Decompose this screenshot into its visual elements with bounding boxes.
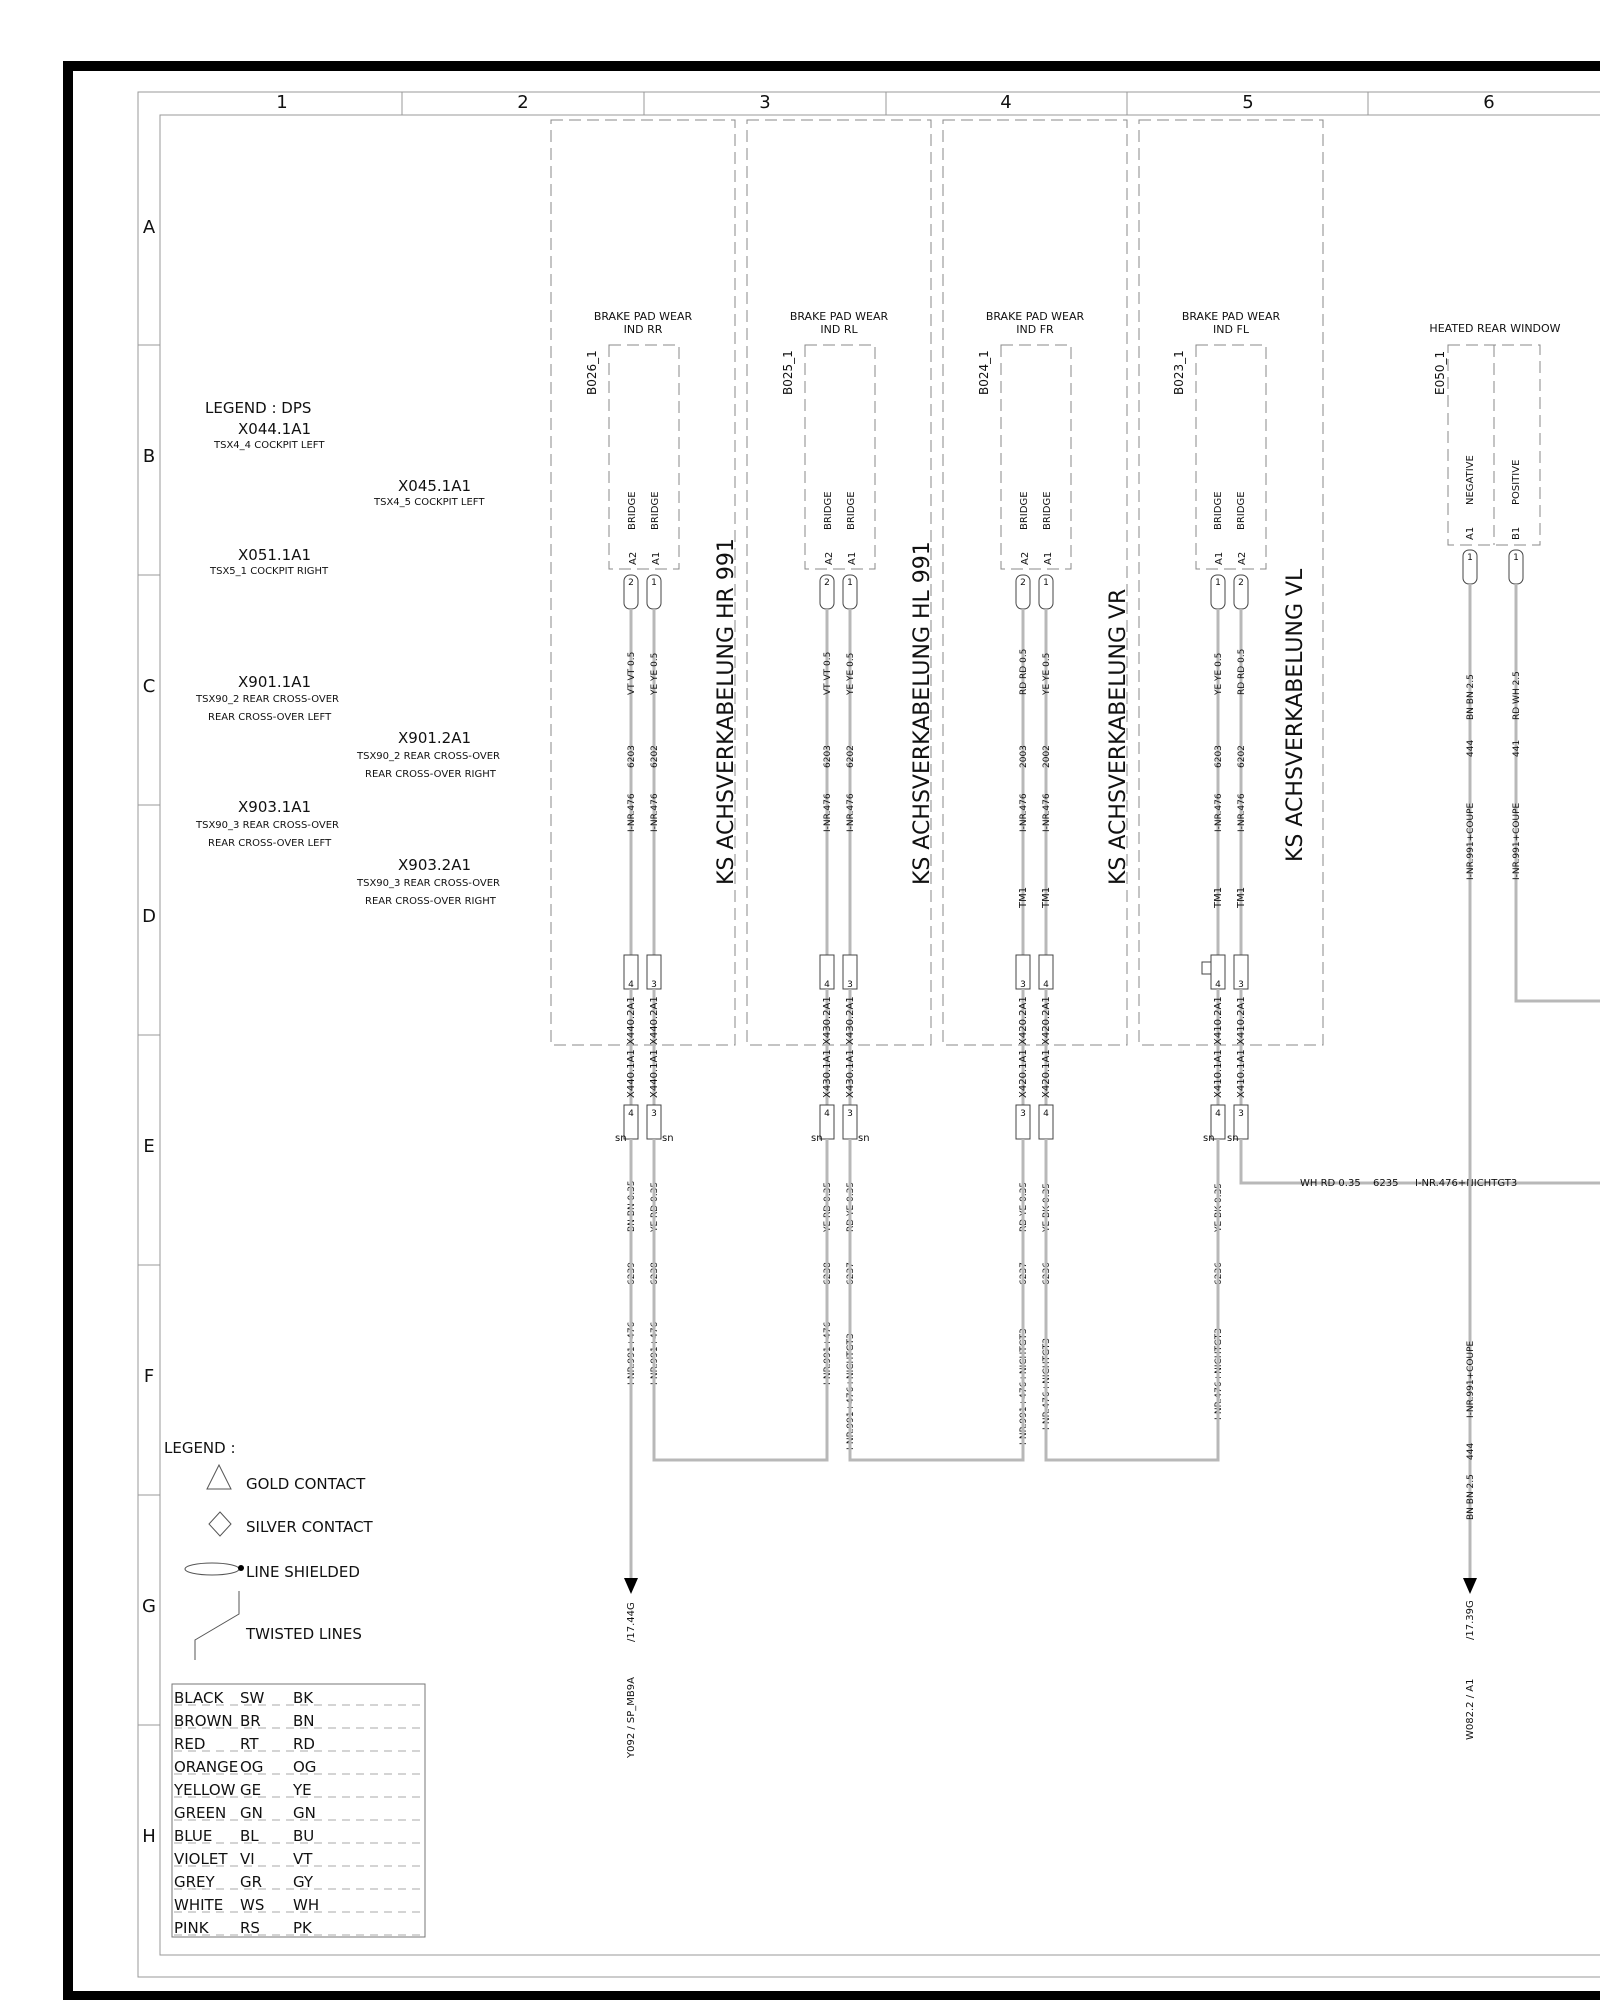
connector-ref: X440.1A1 xyxy=(626,1049,637,1098)
connector-ref: X410.1A1 xyxy=(1213,1049,1224,1098)
wire-color: BN BN 2.5 xyxy=(1466,1474,1476,1520)
row-label: G xyxy=(142,1596,156,1617)
drawing-area xyxy=(160,115,1600,1955)
color-code-cell: GN xyxy=(293,1804,316,1822)
gold-contact-label: GOLD CONTACT xyxy=(246,1475,366,1493)
connector-ref: X410.1A1 xyxy=(1236,1049,1247,1098)
dps-legend-title: LEGEND : DPS xyxy=(205,399,312,417)
wire-color: YE YE 0.5 xyxy=(1214,652,1224,695)
branch-wire xyxy=(1241,1139,1600,1183)
connector-ref: X430.1A1 xyxy=(845,1049,856,1098)
brake-pad-component xyxy=(747,120,935,1450)
wire-code: 6203 xyxy=(1214,745,1224,768)
row-label: D xyxy=(142,906,156,927)
wire-code: 6239 xyxy=(627,1262,637,1285)
target-ref: /17.39G xyxy=(1465,1600,1476,1640)
connector-ref: X430.1A1 xyxy=(822,1049,833,1098)
wire-code: 2002 xyxy=(1042,745,1052,768)
color-code-cell: BLUE xyxy=(174,1827,213,1845)
component-title: BRAKE PAD WEAR xyxy=(593,310,693,323)
color-code-cell: OG xyxy=(293,1758,317,1776)
connector-number: 4 xyxy=(1215,1109,1221,1119)
connector-ref: X420.1A1 xyxy=(1041,1049,1052,1098)
harness-label: KS ACHSVERKABELUNG VL xyxy=(1283,568,1308,862)
component-title: IND FL xyxy=(1213,323,1249,336)
tm-label: TM1 xyxy=(1236,886,1247,908)
pin-label: A2 xyxy=(1237,551,1248,565)
dps-code: X903.2A1 xyxy=(398,856,472,874)
color-code-cell: BN xyxy=(293,1712,315,1730)
tm-label: TM1 xyxy=(1041,886,1052,908)
component-box xyxy=(805,345,875,569)
wire-condition: I-NR.476 xyxy=(627,793,637,832)
symbol-legend-title: LEGEND : xyxy=(164,1439,236,1457)
sn-label: sn xyxy=(811,1133,823,1144)
color-code-cell: VT xyxy=(293,1850,313,1868)
dps-desc: TSX90_3 REAR CROSS-OVER xyxy=(196,820,339,831)
component-box xyxy=(609,345,679,569)
wire-color: YE BK 0.35 xyxy=(1214,1182,1224,1232)
dps-desc: REAR CROSS-OVER RIGHT xyxy=(365,896,496,907)
bridge-wire xyxy=(654,1139,827,1460)
color-code-cell: WHITE xyxy=(174,1896,224,1914)
pin-label: A1 xyxy=(1043,551,1054,565)
component-title: BRAKE PAD WEAR xyxy=(985,310,1085,323)
brake-pad-component xyxy=(1139,120,1323,1420)
connector-ref: X430.2A1 xyxy=(845,996,856,1045)
wire-condition: I-NR.991+476 xyxy=(823,1321,833,1385)
shielded-line-icon xyxy=(185,1563,239,1575)
component-title: BRAKE PAD WEAR xyxy=(789,310,889,323)
wire-color: BN BN 0.35 xyxy=(627,1180,637,1232)
wire-condition: I-NR.991+476+NICHTGT3 xyxy=(1019,1328,1029,1445)
component-title: IND RL xyxy=(820,323,858,336)
color-code-cell: PK xyxy=(293,1919,312,1937)
harness-label: KS ACHSVERKABELUNG HR 991 xyxy=(714,538,739,885)
connector-ref: X440.2A1 xyxy=(649,996,660,1045)
sn-label: sn xyxy=(1203,1133,1215,1144)
color-code-cell: RD xyxy=(293,1735,315,1753)
brake-pad-component xyxy=(943,120,1131,1445)
color-code-cell: YE xyxy=(293,1781,312,1799)
connector-ref: X420.2A1 xyxy=(1018,996,1029,1045)
wire-condition: I-NR.476+NICHTGT3 xyxy=(1214,1328,1224,1420)
wire-color: YE YE 0.5 xyxy=(650,652,660,695)
connector-number: 4 xyxy=(628,980,634,990)
pin-label: A1 xyxy=(1214,551,1225,565)
connector-number: 4 xyxy=(1043,980,1049,990)
wire-condition: I-NR.476+NICHTGT3 xyxy=(1042,1338,1052,1430)
bridge-label: BRIDGE xyxy=(650,491,661,530)
arrow-down-icon xyxy=(1463,1578,1477,1594)
wire-condition: I-NR.476+NICHTGT3 xyxy=(1415,1178,1518,1189)
wire-condition: I-NR.476 xyxy=(1042,793,1052,832)
dps-code: X901.1A1 xyxy=(238,673,312,691)
wire-code: 6202 xyxy=(1237,745,1247,768)
silver-contact-label: SILVER CONTACT xyxy=(246,1518,373,1536)
dps-code: X044.1A1 xyxy=(238,420,312,438)
wire-code: 6236 xyxy=(1214,1262,1224,1285)
twisted-lines-label: TWISTED LINES xyxy=(246,1625,362,1643)
connector-number: 4 xyxy=(1215,980,1221,990)
pin-number: 1 xyxy=(651,578,657,588)
target-name: W082.2 / A1 xyxy=(1465,1678,1476,1740)
wire-code: 6203 xyxy=(627,745,637,768)
wire-condition: I-NR.476 xyxy=(1214,793,1224,832)
color-code-cell: ORANGE xyxy=(174,1758,239,1776)
pin-label: A2 xyxy=(1020,551,1031,565)
wire-color: VT VT 0.5 xyxy=(823,651,833,695)
color-code-cell: GE xyxy=(240,1781,262,1799)
color-code-table xyxy=(172,1684,425,1937)
pin-number: 2 xyxy=(628,578,634,588)
wire-color: YE BK 0.35 xyxy=(1042,1182,1052,1232)
connector-ref: X440.1A1 xyxy=(649,1049,660,1098)
color-code-cell: VI xyxy=(240,1850,255,1868)
color-code-cell: RS xyxy=(240,1919,260,1937)
connector-number: 3 xyxy=(847,1109,853,1119)
dps-code: X901.2A1 xyxy=(398,729,472,747)
shielded-line-label: LINE SHIELDED xyxy=(246,1563,360,1581)
dps-code: X051.1A1 xyxy=(238,546,312,564)
connector-number: 4 xyxy=(1043,1109,1049,1119)
wire-code: 6202 xyxy=(650,745,660,768)
wire-code: 444 xyxy=(1466,1442,1476,1460)
dps-desc: REAR CROSS-OVER LEFT xyxy=(208,712,332,723)
row-labels xyxy=(142,217,156,1847)
wire-color: RD RD 0.5 xyxy=(1019,648,1029,695)
component-title: HEATED REAR WINDOW xyxy=(1429,322,1561,335)
color-code-cell: SW xyxy=(240,1689,265,1707)
bridge-label: BRIDGE xyxy=(1019,491,1030,530)
target-name: Y092 / SP_MB9A xyxy=(626,1677,637,1758)
bridge-label: BRIDGE xyxy=(1042,491,1053,530)
tm-label: TM1 xyxy=(1018,886,1029,908)
dps-desc: REAR CROSS-OVER RIGHT xyxy=(365,769,496,780)
wire-color: RD YE 0.35 xyxy=(846,1181,856,1232)
pin-label: A1 xyxy=(651,551,662,565)
sn-label: sn xyxy=(662,1133,674,1144)
wire-condition: I-NR.991+476 xyxy=(627,1321,637,1385)
bridge-label: BRIDGE xyxy=(823,491,834,530)
wire-color: YE RD 0.35 xyxy=(650,1181,660,1232)
component-title: IND FR xyxy=(1016,323,1054,336)
silver-contact-icon xyxy=(209,1512,231,1536)
wire-color: YE YE 0.5 xyxy=(846,652,856,695)
wire-color: WH RD 0.35 xyxy=(1300,1178,1361,1189)
color-code-cell: BROWN xyxy=(174,1712,233,1730)
wire-condition: I-NR.991+COUPE xyxy=(1466,802,1476,880)
bridge-label: BRIDGE xyxy=(1213,491,1224,530)
connector-number: 4 xyxy=(628,1109,634,1119)
color-code-cell: BU xyxy=(293,1827,315,1845)
pin-label: A2 xyxy=(824,551,835,565)
connector-ref: X420.2A1 xyxy=(1041,996,1052,1045)
connector-ref: X410.2A1 xyxy=(1236,996,1247,1045)
color-code-cell: WH xyxy=(293,1896,320,1914)
color-code-cell: GN xyxy=(240,1804,263,1822)
component-ref: E050_1 xyxy=(1433,350,1447,395)
wire-code: 6237 xyxy=(1019,1262,1029,1285)
arrow-down-icon xyxy=(624,1578,638,1594)
component-box xyxy=(1001,345,1071,569)
wire-condition: I-NR.991+476+NICHTGT3 xyxy=(846,1333,856,1450)
wire-code: 6235 xyxy=(1373,1178,1399,1189)
dps-legend xyxy=(195,399,500,907)
color-code-cell: BL xyxy=(240,1827,259,1845)
wire-code: 6238 xyxy=(823,1262,833,1285)
col-label: 1 xyxy=(276,92,288,113)
wire-condition: I-NR.991+COUPE xyxy=(1466,1340,1476,1418)
connector-ref: X410.2A1 xyxy=(1213,996,1224,1045)
wire-condition: I-NR.476 xyxy=(846,793,856,832)
pin-number: 2 xyxy=(1020,578,1026,588)
wire-condition: I-NR.476 xyxy=(1237,793,1247,832)
dps-code: X045.1A1 xyxy=(398,477,472,495)
wire-color: RD RD 0.5 xyxy=(1237,648,1247,695)
connector-ref: X430.2A1 xyxy=(822,996,833,1045)
terminal-label: NEGATIVE xyxy=(1465,455,1476,505)
dps-desc: REAR CROSS-OVER LEFT xyxy=(208,838,332,849)
connector-number: 4 xyxy=(824,980,830,990)
bridge-wire xyxy=(850,1139,1023,1460)
dps-desc: TSX90_3 REAR CROSS-OVER xyxy=(357,878,500,889)
dps-desc: TSX5_1 COCKPIT RIGHT xyxy=(210,566,329,577)
row-label: F xyxy=(143,1366,155,1387)
tm-label: TM1 xyxy=(1213,886,1224,908)
harness-label: KS ACHSVERKABELUNG VR xyxy=(1106,588,1131,885)
row-label: B xyxy=(142,446,156,467)
color-code-cell: RT xyxy=(240,1735,259,1753)
connector-number: 3 xyxy=(847,980,853,990)
column-dividers xyxy=(402,92,1368,115)
heated-rear-window xyxy=(1429,322,1600,1740)
wire-code: 2003 xyxy=(1019,745,1029,768)
color-code-cell: PINK xyxy=(174,1919,209,1937)
pin-number: 1 xyxy=(1215,578,1221,588)
dps-desc: TSX4_4 COCKPIT LEFT xyxy=(214,440,325,451)
sn-label: sn xyxy=(615,1133,627,1144)
twisted-lines-icon xyxy=(195,1591,239,1660)
color-code-cell: YELLOW xyxy=(174,1781,236,1799)
wire-code: 6238 xyxy=(650,1262,660,1285)
pin-number: 2 xyxy=(824,578,830,588)
connector-number: 3 xyxy=(1020,980,1026,990)
connector-number: 3 xyxy=(1238,1109,1244,1119)
symbol-legend xyxy=(164,1439,374,1660)
wire-code: 444 xyxy=(1466,739,1476,757)
color-code-cell: GREEN xyxy=(174,1804,227,1822)
wire-color: RD WH 2.5 xyxy=(1512,671,1522,720)
component-ref: B026_1 xyxy=(585,350,599,395)
harness-label: KS ACHSVERKABELUNG HL 991 xyxy=(910,541,935,885)
shield-marker xyxy=(1202,962,1211,974)
row-label: H xyxy=(142,1826,156,1847)
connector-number: 3 xyxy=(651,1109,657,1119)
wire-color: BN BN 2.5 xyxy=(1466,674,1476,720)
row-label: A xyxy=(142,217,156,238)
bridge-wire xyxy=(1046,1139,1218,1460)
color-code-cell: GY xyxy=(293,1873,314,1891)
col-label: 3 xyxy=(759,92,771,113)
harness-box xyxy=(747,120,931,1045)
sn-label: sn xyxy=(1227,1133,1239,1144)
dps-desc: TSX4_5 COCKPIT LEFT xyxy=(374,497,485,508)
connector-number: 3 xyxy=(1020,1109,1026,1119)
wire-color: YE RD 0.35 xyxy=(823,1181,833,1232)
color-code-cell: GREY xyxy=(174,1873,215,1891)
component-title: IND RR xyxy=(623,323,663,336)
col-label: 6 xyxy=(1483,92,1495,113)
lower-wiring xyxy=(624,1139,1600,1759)
bridge-label: BRIDGE xyxy=(846,491,857,530)
target-ref: /17.44G xyxy=(626,1602,637,1642)
component-ref: B024_1 xyxy=(977,350,991,395)
connector-number: 3 xyxy=(651,980,657,990)
component-ref: B023_1 xyxy=(1172,350,1186,395)
color-code-cell: RED xyxy=(174,1735,206,1753)
dps-code: X903.1A1 xyxy=(238,798,312,816)
col-label: 4 xyxy=(1000,92,1012,113)
color-code-cell: OG xyxy=(240,1758,264,1776)
pin-label: A2 xyxy=(628,551,639,565)
wire-condition: I-NR.476 xyxy=(650,793,660,832)
connector-number: 4 xyxy=(824,1109,830,1119)
wire-code: 6203 xyxy=(823,745,833,768)
row-label: C xyxy=(142,676,156,697)
pin-label: B1 xyxy=(1511,526,1522,540)
col-label: 5 xyxy=(1242,92,1254,113)
connector-ref: X420.1A1 xyxy=(1018,1049,1029,1098)
row-label: E xyxy=(143,1136,155,1157)
dps-desc: TSX90_2 REAR CROSS-OVER xyxy=(196,694,339,705)
harness-box xyxy=(943,120,1127,1045)
pin-number: 1 xyxy=(1513,553,1519,563)
harness-box xyxy=(551,120,735,1045)
wire-color: RD YE 0.35 xyxy=(1019,1181,1029,1232)
color-code-cell: GR xyxy=(240,1873,263,1891)
wire-code: 6236 xyxy=(1042,1262,1052,1285)
wire-color: YE YE 0.5 xyxy=(1042,652,1052,695)
dps-desc: TSX90_2 REAR CROSS-OVER xyxy=(357,751,500,762)
color-code-cell: WS xyxy=(240,1896,265,1914)
terminal-label: POSITIVE xyxy=(1511,459,1522,505)
connector-ref: X440.2A1 xyxy=(626,996,637,1045)
row-dividers xyxy=(138,345,160,1725)
color-code-cell: BR xyxy=(240,1712,261,1730)
wire-condition: I-NR.476 xyxy=(823,793,833,832)
wire-color: VT VT 0.5 xyxy=(627,651,637,695)
bridge-label: BRIDGE xyxy=(627,491,638,530)
col-label: 2 xyxy=(517,92,529,113)
component-ref: B025_1 xyxy=(781,350,795,395)
color-code-cell: VIOLET xyxy=(174,1850,228,1868)
inner-frame xyxy=(138,92,1600,1977)
pin-number: 1 xyxy=(847,578,853,588)
component-box xyxy=(1196,345,1266,569)
pin-number: 1 xyxy=(1467,553,1473,563)
wire-condition: I-NR.991+COUPE xyxy=(1512,802,1522,880)
pin-number: 2 xyxy=(1238,578,1244,588)
color-code-cell: BLACK xyxy=(174,1689,224,1707)
pin-number: 1 xyxy=(1043,578,1049,588)
pin-label: A1 xyxy=(847,551,858,565)
sn-label: sn xyxy=(858,1133,870,1144)
component-title: BRAKE PAD WEAR xyxy=(1181,310,1281,323)
bridge-label: BRIDGE xyxy=(1236,491,1247,530)
color-code-cell: BK xyxy=(293,1689,314,1707)
wire-code: 441 xyxy=(1512,739,1522,757)
wire-condition: I-NR.991+476 xyxy=(650,1321,660,1385)
connector-number: 3 xyxy=(1238,980,1244,990)
pin-label: A1 xyxy=(1465,526,1476,540)
gold-contact-icon xyxy=(207,1465,231,1489)
brake-pad-component xyxy=(551,120,739,1385)
wire-code: 6202 xyxy=(846,745,856,768)
wire-code: 6237 xyxy=(846,1262,856,1285)
wire-condition: I-NR.476 xyxy=(1019,793,1029,832)
